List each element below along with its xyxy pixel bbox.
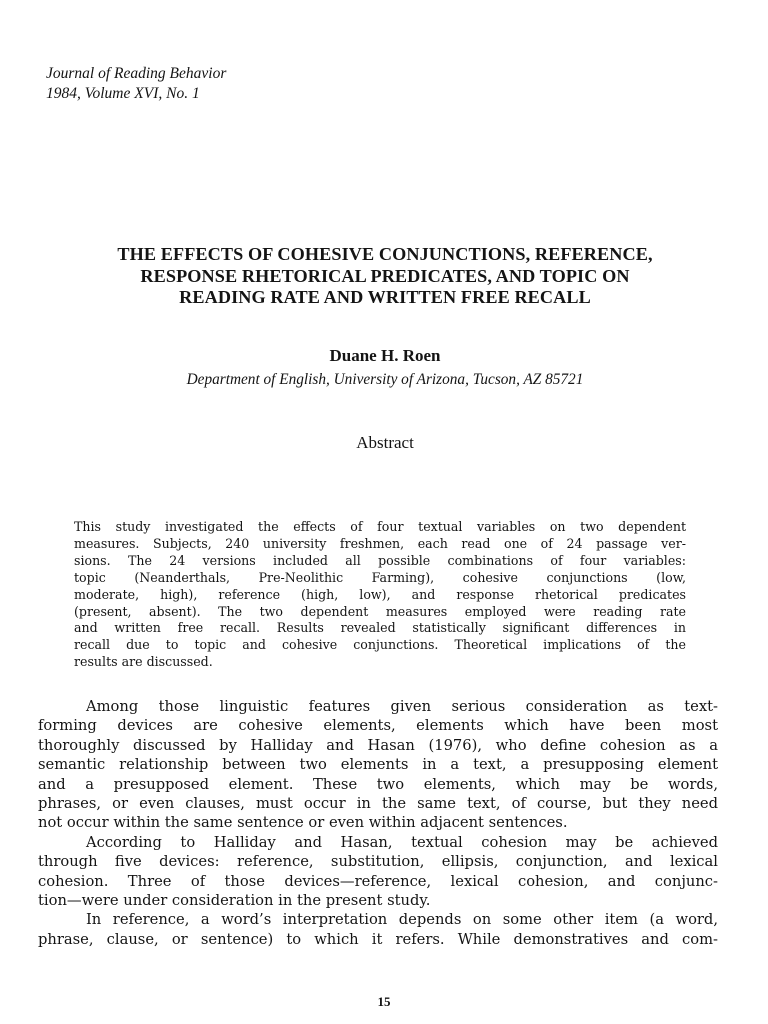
journal-issue: 1984, Volume XVI, No. 1	[46, 85, 200, 102]
abstract-line: (present, absent). The two dependent measures employed were reading rate	[74, 603, 686, 619]
page-number: 15	[377, 994, 391, 1009]
body-line: and a presupposed element. These two elements, which may be words,	[38, 775, 718, 793]
abstract-line: This study investigated the effects of four textual variables on two dependent	[74, 519, 686, 534]
title-line: RESPONSE RHETORICAL PREDICATES, AND TOPIC ON	[140, 265, 630, 286]
body-line: According to Halliday and Hasan, textual cohesion may be achieved	[86, 833, 718, 851]
abstract-line: and written free recall. Results revealed statistically significant differences in	[74, 620, 686, 636]
abstract-line: moderate, high), reference (high, low), and response rhetorical predicates	[74, 586, 686, 602]
body-line: not occur within the same sentence or even within adjacent sentences.	[38, 814, 568, 832]
abstract-line: recall due to topic and cohesive conjunctions. Theoretical implications of the	[74, 637, 686, 653]
title-line: THE EFFECTS OF COHESIVE CONJUNCTIONS, REFERENCE,	[117, 244, 653, 264]
body-line: cohesion. Three of those devices—reference, lexical cohesion, and conjunc-	[38, 872, 718, 890]
abstract-text	[74, 519, 686, 671]
abstract-line: topic (Neanderthals, Pre-Neolithic Farming), cohesive conjunctions (low,	[74, 569, 686, 585]
journal-name: Journal of Reading Behavior	[46, 65, 227, 82]
body-text	[38, 697, 718, 949]
body-line: forming devices are cohesive elements, elements which have been most	[38, 717, 718, 735]
author-name: Duane H. Roen	[329, 346, 441, 365]
body-line: through five devices: reference, substitution, ellipsis, conjunction, and lexical	[38, 853, 718, 871]
journal-citation	[46, 64, 226, 104]
body-line: phrase, clause, or sentence) to which it refers. While demonstratives and com-	[38, 930, 718, 948]
article-title	[40, 244, 730, 309]
abstract-line: sions. The 24 versions included all possible combinations of four variables:	[74, 552, 686, 568]
abstract-line: results are discussed.	[74, 654, 213, 670]
body-line: Among those linguistic features given serious consideration as text-	[86, 698, 718, 715]
body-line: thoroughly discussed by Halliday and Hasan (1976), who define cohesion as a	[38, 736, 718, 754]
body-line: tion—were under consideration in the present study.	[38, 892, 431, 910]
body-line: In reference, a word’s interpretation depends on some other item (a word,	[86, 911, 718, 929]
abstract-heading: Abstract	[356, 433, 414, 452]
abstract-line: measures. Subjects, 240 university freshmen, each read one of 24 passage ver-	[74, 535, 686, 551]
author-affiliation: Department of English, University of Arizona, Tucson, AZ 85721	[186, 371, 584, 388]
title-line: READING RATE AND WRITTEN FREE RECALL	[179, 287, 591, 307]
body-line: semantic relationship between two elements in a text, a presupposing element	[38, 756, 718, 774]
body-line: phrases, or even clauses, must occur in the same text, of course, but they need	[38, 795, 718, 813]
